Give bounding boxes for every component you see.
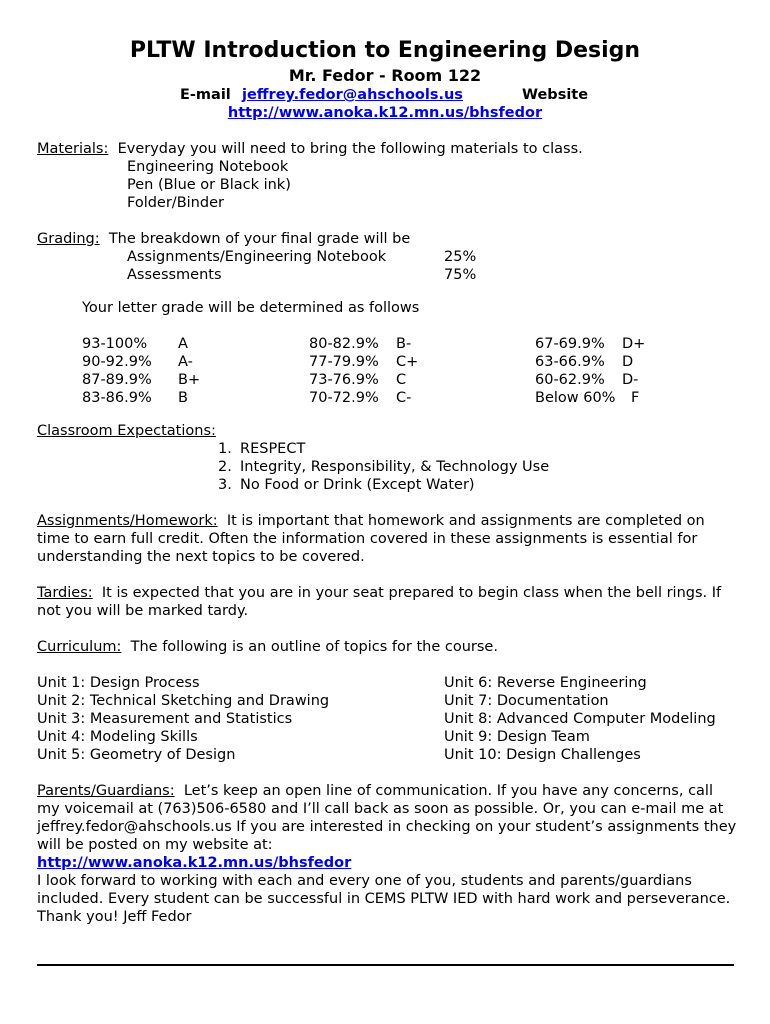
email-link[interactable]: jeffrey.fedor@ahschools.us — [242, 87, 463, 103]
grade-range: 67-69.9% — [535, 336, 605, 352]
materials-item: Pen (Blue or Black ink) — [127, 177, 291, 193]
unit-item: Unit 7: Documentation — [444, 693, 609, 709]
grade-range: 60-62.9% — [535, 372, 605, 388]
assignments-paragraph — [37, 512, 737, 566]
grade-range: 90-92.9% — [82, 354, 152, 370]
letter-grade: B+ — [178, 372, 201, 388]
grade-category: Assessments — [127, 267, 222, 283]
grade-range: 73-76.9% — [309, 372, 379, 388]
letter-grade: D+ — [622, 336, 646, 352]
materials-heading: Materials: — [37, 141, 109, 157]
unit-item: Unit 5: Geometry of Design — [37, 747, 236, 763]
materials-item: Engineering Notebook — [127, 159, 289, 175]
expectation-number: 1. — [218, 441, 232, 457]
grade-range: 93-100% — [82, 336, 148, 352]
expectations-heading: Classroom Expectations: — [37, 423, 216, 439]
unit-item: Unit 1: Design Process — [37, 675, 200, 691]
grading-heading: Grading: — [37, 231, 100, 247]
letter-grade: D — [622, 354, 634, 370]
unit-item: Unit 4: Modeling Skills — [37, 729, 198, 745]
grade-range: 80-82.9% — [309, 336, 379, 352]
unit-item: Unit 6: Reverse Engineering — [444, 675, 647, 691]
tardies-text: It is expected that you are in your seat prepared to begin class when the bell rings. If not you will be marked tardy. — [37, 585, 722, 619]
page-title: PLTW Introduction to Engineering Design — [129, 38, 641, 63]
unit-item: Unit 9: Design Team — [444, 729, 590, 745]
grade-range: Below 60% — [535, 390, 616, 406]
materials-intro: Everyday you will need to bring the following materials to class. — [117, 141, 583, 157]
grading-section — [37, 230, 410, 248]
letter-grade: A — [178, 336, 188, 352]
grade-percent: 75% — [444, 267, 477, 283]
materials-section — [37, 140, 583, 158]
letter-grade: A- — [178, 354, 193, 370]
bottom-divider — [37, 964, 734, 966]
website-label: Website — [522, 87, 589, 103]
website-link-footer[interactable]: http://www.anoka.k12.mn.us/bhsfedor — [37, 855, 352, 871]
unit-item: Unit 8: Advanced Computer Modeling — [444, 711, 716, 727]
grade-range: 87-89.9% — [82, 372, 152, 388]
curriculum-heading: Curriculum: — [37, 639, 122, 655]
letter-grade: B — [178, 390, 188, 406]
letter-grade: F — [631, 390, 640, 406]
letter-grade: C- — [396, 390, 412, 406]
letter-grade: C+ — [396, 354, 419, 370]
expectation-number: 2. — [218, 459, 232, 475]
parents-text: Let’s keep an open line of communication. If you have any concerns, call my voicemail at (763)506-6580 and I’ll call back as soon as possible. Or, you can e-mail me at jeffrey.fedor@ahschools.us If you are interested in checking on your student’s assignments they will be posted on my website at: — [37, 783, 737, 853]
curriculum-intro: The following is an outline of topics for the course. — [130, 639, 498, 655]
expectation-item: No Food or Drink (Except Water) — [240, 477, 475, 493]
curriculum-section — [37, 638, 498, 656]
grade-scale-intro: Your letter grade will be determined as follows — [82, 300, 420, 316]
closing-text: I look forward to working with each and every one of you, students and parents/guardians included. Every student can be successful in CEMS PLTW IED with hard work and perseverance. Thank you! Jeff Fedor — [37, 873, 731, 925]
grade-range: 77-79.9% — [309, 354, 379, 370]
expectation-number: 3. — [218, 477, 232, 493]
grade-range: 70-72.9% — [309, 390, 379, 406]
unit-item: Unit 3: Measurement and Statistics — [37, 711, 293, 727]
assignments-heading: Assignments/Homework: — [37, 513, 218, 529]
grading-intro: The breakdown of your final grade will be — [108, 231, 411, 247]
grade-range: 83-86.9% — [82, 390, 152, 406]
website-link[interactable]: http://www.anoka.k12.mn.us/bhsfedor — [227, 105, 543, 121]
grade-range: 63-66.9% — [535, 354, 605, 370]
letter-grade: C — [396, 372, 407, 388]
assignments-text: It is important that homework and assignments are completed on time to earn full credit. Often the information covered in these assignments is essential for understanding the next topics to be covered. — [37, 513, 705, 565]
unit-item: Unit 2: Technical Sketching and Drawing — [37, 693, 330, 709]
parents-heading: Parents/Guardians: — [37, 783, 175, 799]
expectation-item: Integrity, Responsibility, & Technology Use — [240, 459, 550, 475]
teacher-room: Mr. Fedor - Room 122 — [288, 66, 482, 85]
letter-grade: B- — [396, 336, 412, 352]
expectation-item: RESPECT — [240, 441, 306, 457]
grade-percent: 25% — [444, 249, 477, 265]
letter-grade: D- — [622, 372, 639, 388]
grade-category: Assignments/Engineering Notebook — [127, 249, 387, 265]
tardies-paragraph — [37, 584, 737, 620]
email-label: E-mail — [180, 87, 231, 103]
materials-item: Folder/Binder — [127, 195, 224, 211]
parents-paragraph — [37, 782, 737, 926]
tardies-heading: Tardies: — [37, 585, 93, 601]
unit-item: Unit 10: Design Challenges — [444, 747, 641, 763]
